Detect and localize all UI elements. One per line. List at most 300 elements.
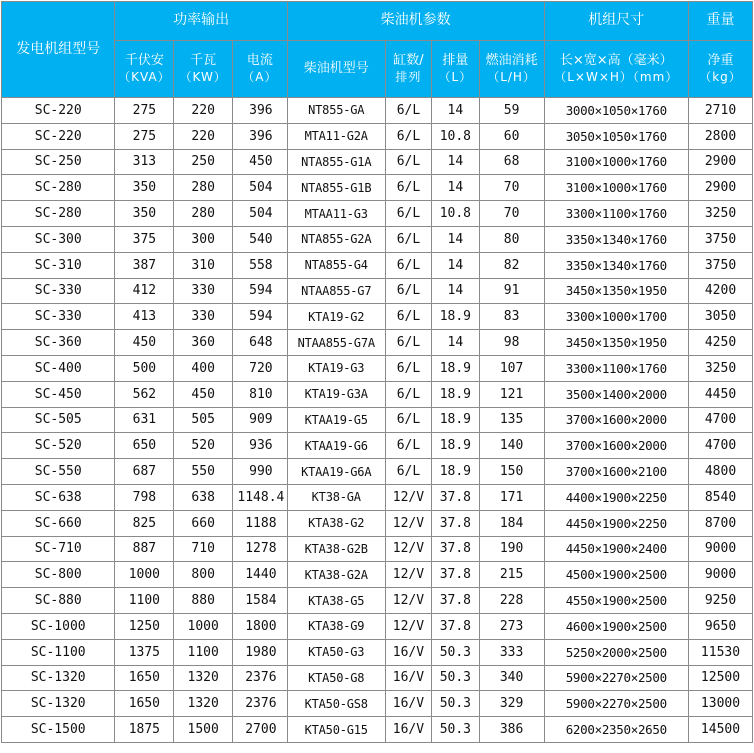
header-current-unit: （A） xyxy=(242,69,278,84)
engine-model-cell: KTAA19-G5 xyxy=(287,407,385,433)
cylinders-cell: 6/L xyxy=(385,278,431,304)
model-cell: SC-1500 xyxy=(2,717,115,743)
generator-spec-table xyxy=(1,1,753,743)
fuel-cell: 91 xyxy=(479,278,544,304)
kw-cell: 330 xyxy=(174,304,233,330)
engine-model-cell: NTAA855-G7A xyxy=(287,330,385,356)
table-row xyxy=(2,381,753,407)
displacement-cell: 14 xyxy=(432,98,479,124)
dimensions-cell: 3700×1600×2100 xyxy=(544,459,688,485)
displacement-cell: 18.9 xyxy=(432,304,479,330)
header-displacement-label: 排量 xyxy=(442,53,469,69)
dimensions-cell: 3000×1050×1760 xyxy=(544,98,688,124)
fuel-cell: 107 xyxy=(479,355,544,381)
kw-cell: 550 xyxy=(174,459,233,485)
weight-cell: 4700 xyxy=(689,407,753,433)
fuel-cell: 184 xyxy=(479,510,544,536)
header-kva xyxy=(115,41,174,98)
cylinders-cell: 6/L xyxy=(385,175,431,201)
weight-cell: 9650 xyxy=(689,613,753,639)
header-engine-params: 柴油机参数 xyxy=(287,2,544,41)
fuel-cell: 215 xyxy=(479,562,544,588)
current-cell: 1148.4 xyxy=(233,484,288,510)
model-cell: SC-1320 xyxy=(2,691,115,717)
displacement-cell: 10.8 xyxy=(432,201,479,227)
displacement-cell: 37.8 xyxy=(432,536,479,562)
weight-cell: 9000 xyxy=(689,562,753,588)
cylinders-cell: 12/V xyxy=(385,562,431,588)
kw-cell: 300 xyxy=(174,226,233,252)
kva-cell: 350 xyxy=(115,201,174,227)
displacement-cell: 14 xyxy=(432,330,479,356)
current-cell: 396 xyxy=(233,123,288,149)
current-cell: 1800 xyxy=(233,613,288,639)
table-row xyxy=(2,330,753,356)
weight-cell: 8700 xyxy=(689,510,753,536)
weight-cell: 13000 xyxy=(689,691,753,717)
kva-cell: 631 xyxy=(115,407,174,433)
kva-cell: 275 xyxy=(115,123,174,149)
model-cell: SC-1320 xyxy=(2,665,115,691)
model-cell: SC-660 xyxy=(2,510,115,536)
kva-cell: 650 xyxy=(115,433,174,459)
engine-model-cell: KTA50-G15 xyxy=(287,717,385,743)
fuel-cell: 82 xyxy=(479,252,544,278)
weight-cell: 2900 xyxy=(689,175,753,201)
table-row xyxy=(2,536,753,562)
kva-cell: 887 xyxy=(115,536,174,562)
kw-cell: 1000 xyxy=(174,613,233,639)
header-fuel-unit: （L/H） xyxy=(487,69,536,84)
weight-cell: 3750 xyxy=(689,252,753,278)
kw-cell: 660 xyxy=(174,510,233,536)
current-cell: 720 xyxy=(233,355,288,381)
kw-cell: 360 xyxy=(174,330,233,356)
current-cell: 594 xyxy=(233,278,288,304)
kw-cell: 250 xyxy=(174,149,233,175)
model-cell: SC-330 xyxy=(2,278,115,304)
header-current xyxy=(233,41,288,98)
current-cell: 2376 xyxy=(233,665,288,691)
table-row xyxy=(2,484,753,510)
engine-model-cell: KTA38-G5 xyxy=(287,588,385,614)
current-cell: 1188 xyxy=(233,510,288,536)
kva-cell: 1250 xyxy=(115,613,174,639)
engine-model-cell: KTAA19-G6A xyxy=(287,459,385,485)
cylinders-cell: 12/V xyxy=(385,484,431,510)
model-cell: SC-400 xyxy=(2,355,115,381)
current-cell: 990 xyxy=(233,459,288,485)
current-cell: 594 xyxy=(233,304,288,330)
kw-cell: 800 xyxy=(174,562,233,588)
table-row xyxy=(2,407,753,433)
table-row xyxy=(2,459,753,485)
cylinders-cell: 6/L xyxy=(385,355,431,381)
cylinders-cell: 6/L xyxy=(385,98,431,124)
kw-cell: 880 xyxy=(174,588,233,614)
table-row xyxy=(2,510,753,536)
table-row xyxy=(2,433,753,459)
kw-cell: 220 xyxy=(174,98,233,124)
engine-model-cell: NTA855-G1A xyxy=(287,149,385,175)
weight-cell: 11530 xyxy=(689,639,753,665)
kva-cell: 1100 xyxy=(115,588,174,614)
kva-cell: 798 xyxy=(115,484,174,510)
displacement-cell: 18.9 xyxy=(432,459,479,485)
fuel-cell: 150 xyxy=(479,459,544,485)
displacement-cell: 37.8 xyxy=(432,484,479,510)
dimensions-cell: 3450×1350×1950 xyxy=(544,278,688,304)
dimensions-cell: 3100×1000×1760 xyxy=(544,149,688,175)
displacement-cell: 14 xyxy=(432,252,479,278)
weight-cell: 3050 xyxy=(689,304,753,330)
kw-cell: 400 xyxy=(174,355,233,381)
fuel-cell: 140 xyxy=(479,433,544,459)
current-cell: 504 xyxy=(233,201,288,227)
header-kw xyxy=(174,41,233,98)
cylinders-cell: 6/L xyxy=(385,123,431,149)
current-cell: 909 xyxy=(233,407,288,433)
model-cell: SC-450 xyxy=(2,381,115,407)
displacement-cell: 18.9 xyxy=(432,381,479,407)
current-cell: 2376 xyxy=(233,691,288,717)
current-cell: 810 xyxy=(233,381,288,407)
kw-cell: 330 xyxy=(174,278,233,304)
displacement-cell: 18.9 xyxy=(432,433,479,459)
header-kva-label: 千伏安 xyxy=(124,53,164,69)
weight-cell: 12500 xyxy=(689,665,753,691)
header-displacement-unit: （L） xyxy=(438,69,473,84)
table-row xyxy=(2,98,753,124)
table-row xyxy=(2,252,753,278)
engine-model-cell: KTAA19-G6 xyxy=(287,433,385,459)
header-cylinders xyxy=(385,41,431,98)
engine-model-cell: KTA19-G3A xyxy=(287,381,385,407)
model-cell: SC-280 xyxy=(2,175,115,201)
fuel-cell: 171 xyxy=(479,484,544,510)
dimensions-cell: 3700×1600×2000 xyxy=(544,433,688,459)
fuel-cell: 121 xyxy=(479,381,544,407)
dimensions-cell: 3300×1100×1760 xyxy=(544,201,688,227)
dimensions-cell: 4500×1900×2500 xyxy=(544,562,688,588)
model-cell: SC-550 xyxy=(2,459,115,485)
fuel-cell: 333 xyxy=(479,639,544,665)
header-cylinders-label: 缸数/ xyxy=(393,53,424,69)
cylinders-cell: 12/V xyxy=(385,510,431,536)
model-cell: SC-360 xyxy=(2,330,115,356)
kva-cell: 1650 xyxy=(115,691,174,717)
table-row xyxy=(2,175,753,201)
displacement-cell: 18.9 xyxy=(432,355,479,381)
fuel-cell: 273 xyxy=(479,613,544,639)
fuel-cell: 70 xyxy=(479,175,544,201)
cylinders-cell: 6/L xyxy=(385,330,431,356)
fuel-cell: 70 xyxy=(479,201,544,227)
displacement-cell: 14 xyxy=(432,226,479,252)
table-row xyxy=(2,123,753,149)
fuel-cell: 386 xyxy=(479,717,544,743)
dimensions-cell: 3500×1400×2000 xyxy=(544,381,688,407)
table-row xyxy=(2,149,753,175)
model-cell: SC-250 xyxy=(2,149,115,175)
kw-cell: 1100 xyxy=(174,639,233,665)
fuel-cell: 135 xyxy=(479,407,544,433)
cylinders-cell: 6/L xyxy=(385,226,431,252)
cylinders-cell: 16/V xyxy=(385,639,431,665)
weight-cell: 3250 xyxy=(689,355,753,381)
current-cell: 936 xyxy=(233,433,288,459)
current-cell: 1278 xyxy=(233,536,288,562)
engine-model-cell: MTAA11-G3 xyxy=(287,201,385,227)
fuel-cell: 68 xyxy=(479,149,544,175)
kw-cell: 310 xyxy=(174,252,233,278)
model-cell: SC-1000 xyxy=(2,613,115,639)
cylinders-cell: 6/L xyxy=(385,252,431,278)
current-cell: 1440 xyxy=(233,562,288,588)
displacement-cell: 18.9 xyxy=(432,407,479,433)
kva-cell: 412 xyxy=(115,278,174,304)
dimensions-cell: 5900×2270×2500 xyxy=(544,691,688,717)
dimensions-cell: 4450×1900×2250 xyxy=(544,510,688,536)
kva-cell: 562 xyxy=(115,381,174,407)
current-cell: 504 xyxy=(233,175,288,201)
header-cylinders-unit: 排列 xyxy=(395,69,422,84)
dimensions-cell: 4400×1900×2250 xyxy=(544,484,688,510)
fuel-cell: 80 xyxy=(479,226,544,252)
cylinders-cell: 12/V xyxy=(385,613,431,639)
fuel-cell: 59 xyxy=(479,98,544,124)
kw-cell: 220 xyxy=(174,123,233,149)
model-cell: SC-330 xyxy=(2,304,115,330)
model-cell: SC-710 xyxy=(2,536,115,562)
table-row xyxy=(2,717,753,743)
header-dimensions-label: 长×宽×高（毫米） xyxy=(559,53,673,69)
current-cell: 1980 xyxy=(233,639,288,665)
model-cell: SC-1100 xyxy=(2,639,115,665)
weight-cell: 4250 xyxy=(689,330,753,356)
dimensions-cell: 5900×2270×2500 xyxy=(544,665,688,691)
weight-cell: 2800 xyxy=(689,123,753,149)
table-body xyxy=(2,98,753,743)
engine-model-cell: KTA38-G2 xyxy=(287,510,385,536)
weight-cell: 4450 xyxy=(689,381,753,407)
kw-cell: 450 xyxy=(174,381,233,407)
weight-cell: 3250 xyxy=(689,201,753,227)
displacement-cell: 10.8 xyxy=(432,123,479,149)
engine-model-cell: NTAA855-G7 xyxy=(287,278,385,304)
engine-model-cell: KTA19-G3 xyxy=(287,355,385,381)
header-net-weight-unit: （kg） xyxy=(699,69,742,84)
current-cell: 2700 xyxy=(233,717,288,743)
kva-cell: 313 xyxy=(115,149,174,175)
model-cell: SC-520 xyxy=(2,433,115,459)
fuel-cell: 340 xyxy=(479,665,544,691)
cylinders-cell: 6/L xyxy=(385,459,431,485)
dimensions-cell: 3300×1000×1700 xyxy=(544,304,688,330)
model-cell: SC-800 xyxy=(2,562,115,588)
kw-cell: 638 xyxy=(174,484,233,510)
fuel-cell: 98 xyxy=(479,330,544,356)
kva-cell: 1375 xyxy=(115,639,174,665)
weight-cell: 9250 xyxy=(689,588,753,614)
dimensions-cell: 5250×2000×2500 xyxy=(544,639,688,665)
table-row xyxy=(2,355,753,381)
cylinders-cell: 6/L xyxy=(385,149,431,175)
engine-model-cell: KTA38-G2B xyxy=(287,536,385,562)
kva-cell: 350 xyxy=(115,175,174,201)
table-row xyxy=(2,226,753,252)
model-cell: SC-310 xyxy=(2,252,115,278)
model-cell: SC-880 xyxy=(2,588,115,614)
kw-cell: 505 xyxy=(174,407,233,433)
displacement-cell: 37.8 xyxy=(432,562,479,588)
dimensions-cell: 4550×1900×2500 xyxy=(544,588,688,614)
dimensions-cell: 3050×1050×1760 xyxy=(544,123,688,149)
engine-model-cell: KTA50-G3 xyxy=(287,639,385,665)
header-generator-model: 发电机组型号 xyxy=(2,2,115,98)
table-row xyxy=(2,613,753,639)
fuel-cell: 190 xyxy=(479,536,544,562)
kva-cell: 450 xyxy=(115,330,174,356)
kva-cell: 1650 xyxy=(115,665,174,691)
cylinders-cell: 6/L xyxy=(385,201,431,227)
table-row xyxy=(2,665,753,691)
weight-cell: 3750 xyxy=(689,226,753,252)
fuel-cell: 60 xyxy=(479,123,544,149)
table-row xyxy=(2,588,753,614)
weight-cell: 4200 xyxy=(689,278,753,304)
current-cell: 648 xyxy=(233,330,288,356)
header-current-label: 电流 xyxy=(246,53,273,69)
weight-cell: 4800 xyxy=(689,459,753,485)
kw-cell: 280 xyxy=(174,175,233,201)
dimensions-cell: 3100×1000×1760 xyxy=(544,175,688,201)
model-cell: SC-505 xyxy=(2,407,115,433)
displacement-cell: 50.3 xyxy=(432,691,479,717)
fuel-cell: 83 xyxy=(479,304,544,330)
displacement-cell: 14 xyxy=(432,175,479,201)
cylinders-cell: 16/V xyxy=(385,691,431,717)
kw-cell: 280 xyxy=(174,201,233,227)
displacement-cell: 37.8 xyxy=(432,613,479,639)
header-dimensions-unit: （L×W×H）（mm） xyxy=(554,69,679,84)
fuel-cell: 329 xyxy=(479,691,544,717)
engine-model-cell: KTA19-G2 xyxy=(287,304,385,330)
current-cell: 558 xyxy=(233,252,288,278)
model-cell: SC-300 xyxy=(2,226,115,252)
engine-model-cell: KTA50-G8 xyxy=(287,665,385,691)
kw-cell: 520 xyxy=(174,433,233,459)
dimensions-cell: 3450×1350×1950 xyxy=(544,330,688,356)
cylinders-cell: 6/L xyxy=(385,381,431,407)
dimensions-cell: 3700×1600×2000 xyxy=(544,407,688,433)
header-net-weight xyxy=(689,41,753,98)
table-row xyxy=(2,201,753,227)
weight-cell: 14500 xyxy=(689,717,753,743)
engine-model-cell: KTA38-G9 xyxy=(287,613,385,639)
engine-model-cell: NTA855-G1B xyxy=(287,175,385,201)
displacement-cell: 37.8 xyxy=(432,588,479,614)
cylinders-cell: 6/L xyxy=(385,433,431,459)
cylinders-cell: 12/V xyxy=(385,588,431,614)
engine-model-cell: KTA50-GS8 xyxy=(287,691,385,717)
cylinders-cell: 6/L xyxy=(385,407,431,433)
header-kw-label: 千瓦 xyxy=(190,53,217,69)
header-kw-unit: （KW） xyxy=(179,69,227,84)
header-dimensions xyxy=(544,41,688,98)
cylinders-cell: 12/V xyxy=(385,536,431,562)
kva-cell: 500 xyxy=(115,355,174,381)
cylinders-cell: 6/L xyxy=(385,304,431,330)
weight-cell: 9000 xyxy=(689,536,753,562)
kva-cell: 275 xyxy=(115,98,174,124)
kva-cell: 413 xyxy=(115,304,174,330)
weight-cell: 2900 xyxy=(689,149,753,175)
kva-cell: 387 xyxy=(115,252,174,278)
cylinders-cell: 16/V xyxy=(385,717,431,743)
kw-cell: 1500 xyxy=(174,717,233,743)
kw-cell: 1320 xyxy=(174,665,233,691)
dimensions-cell: 3350×1340×1760 xyxy=(544,252,688,278)
fuel-cell: 228 xyxy=(479,588,544,614)
table-row xyxy=(2,562,753,588)
weight-cell: 2710 xyxy=(689,98,753,124)
kva-cell: 1875 xyxy=(115,717,174,743)
table-row xyxy=(2,691,753,717)
current-cell: 450 xyxy=(233,149,288,175)
weight-cell: 4700 xyxy=(689,433,753,459)
cylinders-cell: 16/V xyxy=(385,665,431,691)
header-fuel-label: 燃油消耗 xyxy=(485,53,538,69)
dimensions-cell: 4600×1900×2500 xyxy=(544,613,688,639)
table-row xyxy=(2,304,753,330)
model-cell: SC-638 xyxy=(2,484,115,510)
header-fuel-consumption xyxy=(479,41,544,98)
kva-cell: 1000 xyxy=(115,562,174,588)
engine-model-cell: KTA38-G2A xyxy=(287,562,385,588)
table-row xyxy=(2,278,753,304)
engine-model-cell: NTA855-G4 xyxy=(287,252,385,278)
weight-cell: 8540 xyxy=(689,484,753,510)
current-cell: 1584 xyxy=(233,588,288,614)
engine-model-cell: KT38-GA xyxy=(287,484,385,510)
kw-cell: 710 xyxy=(174,536,233,562)
dimensions-cell: 3300×1100×1760 xyxy=(544,355,688,381)
kw-cell: 1320 xyxy=(174,691,233,717)
kva-cell: 375 xyxy=(115,226,174,252)
header-weight: 重量 xyxy=(689,2,753,41)
current-cell: 540 xyxy=(233,226,288,252)
table-row xyxy=(2,639,753,665)
header-engine-model: 柴油机型号 xyxy=(287,41,385,98)
dimensions-cell: 6200×2350×2650 xyxy=(544,717,688,743)
engine-model-cell: NTA855-G2A xyxy=(287,226,385,252)
header-displacement xyxy=(432,41,479,98)
model-cell: SC-220 xyxy=(2,98,115,124)
header-power-output: 功率输出 xyxy=(115,2,287,41)
displacement-cell: 14 xyxy=(432,149,479,175)
displacement-cell: 37.8 xyxy=(432,510,479,536)
dimensions-cell: 3350×1340×1760 xyxy=(544,226,688,252)
engine-model-cell: MTA11-G2A xyxy=(287,123,385,149)
kva-cell: 687 xyxy=(115,459,174,485)
current-cell: 396 xyxy=(233,98,288,124)
displacement-cell: 50.3 xyxy=(432,665,479,691)
displacement-cell: 14 xyxy=(432,278,479,304)
model-cell: SC-220 xyxy=(2,123,115,149)
displacement-cell: 50.3 xyxy=(432,717,479,743)
model-cell: SC-280 xyxy=(2,201,115,227)
